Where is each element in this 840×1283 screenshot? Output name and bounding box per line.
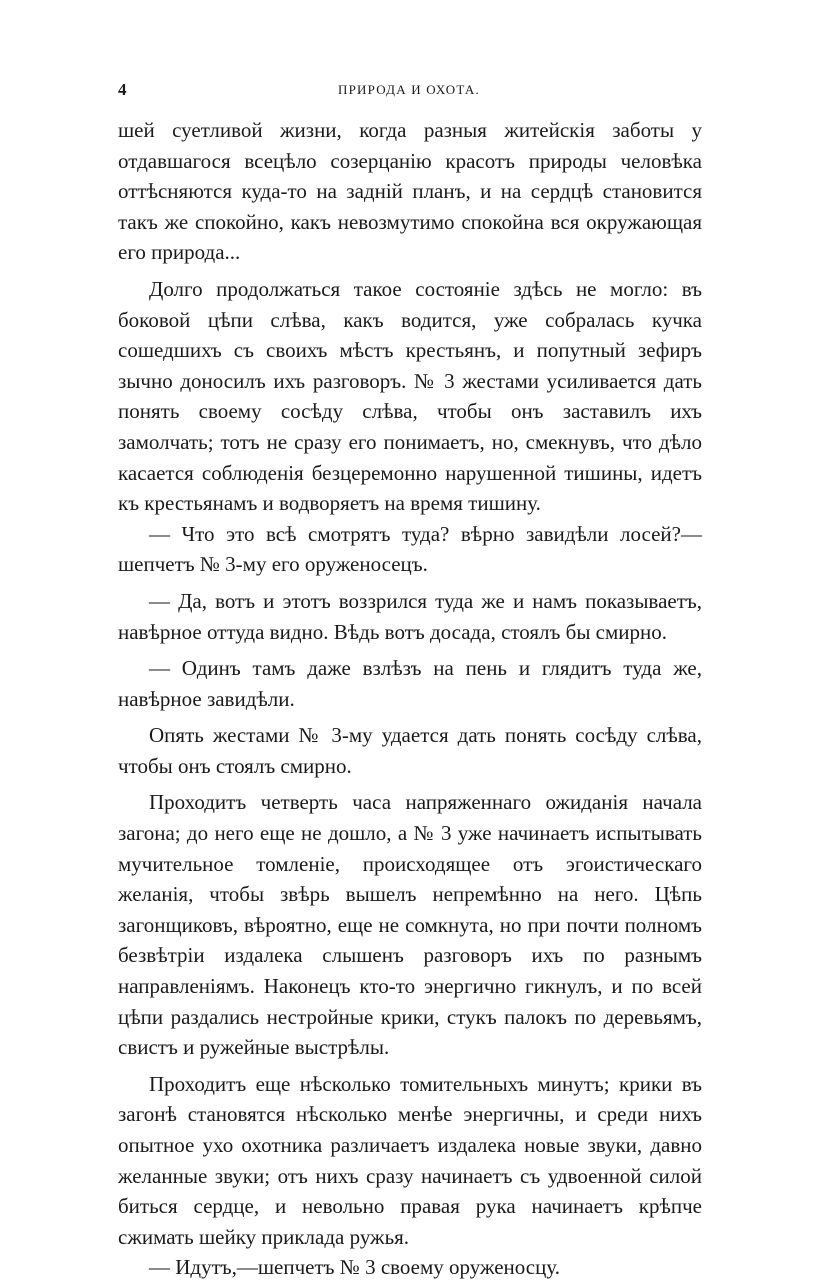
paragraph-dialogue: — Да, вотъ и этотъ воззрился туда же и намъ показываетъ, навѣрное оттуда видно. Вѣдь вотъ досада, стоялъ бы смирно.	[118, 588, 702, 644]
paragraph-continuation: шей суетливой жизни, когда разныя житейскія заботы у отдавшагося всецѣло созерцанію красотъ природы человѣка оттѣсняются куда-то на задній планъ, и на сердцѣ становится такъ же спокойно, какъ невозмутимо спокойна вся окружающая его природа...	[118, 118, 702, 265]
paragraph: Проходитъ еще нѣсколько томительныхъ минутъ; крики въ загонѣ становятся нѣсколько менѣе энергичны, и среди нихъ опытное ухо охотника различаетъ издалека новые звуки, давно желанные звуки; отъ нихъ сразу начинаетъ съ удвоенной силой биться сердце, и невольно правая рука начинаетъ крѣпче сжимать шейку приклада ружья.	[118, 1071, 702, 1249]
page-header	[118, 80, 702, 104]
paragraph-dialogue: — Идутъ,—шепчетъ № 3 своему оруженосцу.	[149, 1255, 560, 1280]
paragraph: Долго продолжаться такое состояніе здѣсь не могло: въ боковой цѣпи слѣва, какъ водится, уже собралась кучка сошедшихъ съ своихъ мѣстъ крестьянъ, и попутный зефиръ зычно доносилъ ихъ разговоръ. № 3 жестами усиливается дать понять своему сосѣду слѣва, чтобы онъ заставилъ ихъ замолчать; тотъ не сразу его понимаетъ, но, смекнувъ, что дѣло касается соблюденія безцеремонно нарушенной тишины, идетъ къ крестьянамъ и водворяетъ на время тишину.	[118, 276, 702, 516]
paragraph: Опять жестами № 3-му удается дать понять сосѣду слѣва, чтобы онъ стоялъ смирно.	[118, 723, 702, 778]
page-number: 4	[118, 80, 127, 99]
paragraph-dialogue: — Одинъ тамъ даже взлѣзъ на пень и глядитъ туда же, навѣрное завидѣли.	[118, 656, 702, 711]
running-title: ПРИРОДА И ОХОТА.	[338, 82, 480, 97]
paragraph: Проходитъ четверть часа напряженнаго ожиданія начала загона; до него еще не дошло, а № 3 уже начинаетъ испытывать мучительное томленіе, происходящее отъ эгоистическаго желанія, чтобы звѣрь вышелъ непремѣнно на него. Цѣпь загонщиковъ, вѣроятно, еще не сомкнута, но при почти полномъ безвѣтріи издалека слышенъ разговоръ ихъ по разнымъ направленіямъ. Наконецъ кто-то энергично гикнулъ, и по всей цѣпи раздались нестройные крики, стукъ палокъ по деревьямъ, свистъ и ружейные выстрѣлы.	[118, 790, 702, 1060]
text-body	[118, 115, 702, 1283]
paragraph-dialogue: — Что это всѣ смотрятъ туда? вѣрно завидѣли лосей?— шепчетъ № 3-му его оруженосецъ.	[118, 521, 702, 577]
